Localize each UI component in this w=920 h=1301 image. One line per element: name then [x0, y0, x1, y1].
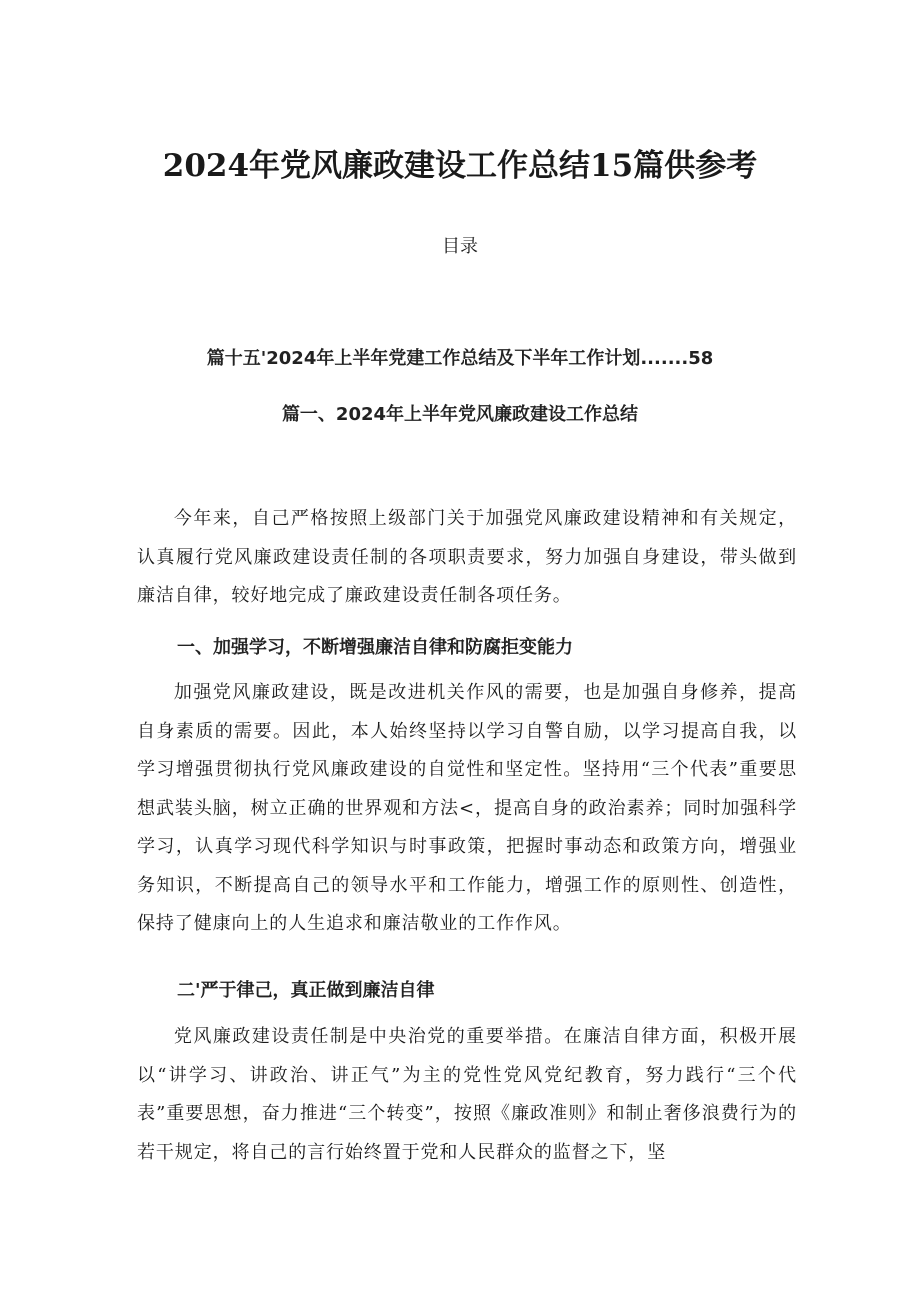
body-paragraph: 加强党风廉政建设，既是改进机关作风的需要，也是加强自身修养，提高自身素质的需要。因此，本人始终坚持以学习自警自励，以学习提高自我，以学习增强贯彻执行党风廉政建设的自觉性和坚定性。坚持用“三个代表”重要思想武装头脑，树立正确的世界观和方法<，提高自身的政治素养；同时加强科学学习，认真学习现代科学知识与时事政策，把握时事动态和政策方向，增强业务知识，不断提高自己的领导水平和工作能力，增强工作的原则性、创造性，保持了健康向上的人生追求和廉洁敬业的工作作风。	[137, 682, 797, 934]
section-heading: 一、加强学习，不断增强廉洁自律和防腐拒变能力	[177, 637, 573, 658]
document-title: 2024年党风廉政建设工作总结15篇供参考	[162, 148, 758, 184]
intro-paragraph: 今年来，自己严格按照上级部门关于加强党风廉政建设精神和有关规定，认真履行党风廉政建设责任制的各项职责要求，努力加强自身建设，带头做到廉洁自律，较好地完成了廉政建设责任制各项任务。	[137, 508, 797, 606]
toc-entry[interactable]: 篇十五'2024年上半年党建工作总结及下半年工作计划.......58	[206, 348, 714, 369]
toc-heading: 目录	[442, 236, 478, 257]
body-paragraph: 党风廉政建设责任制是中央治党的重要举措。在廉洁自律方面，积极开展以“讲学习、讲政治、讲正气”为主的党性党风党纪教育，努力践行“三个代表”重要思想，奋力推进“三个转变”，按照《廉政准则》和制止奢侈浪费行为的若干规定，将自己的言行始终置于党和人民群众的监督之下，坚	[137, 1026, 797, 1163]
toc-entry[interactable]: 篇一、2024年上半年党风廉政建设工作总结	[281, 404, 639, 425]
section-heading: 二'严于律己，真正做到廉洁自律	[177, 980, 435, 1001]
